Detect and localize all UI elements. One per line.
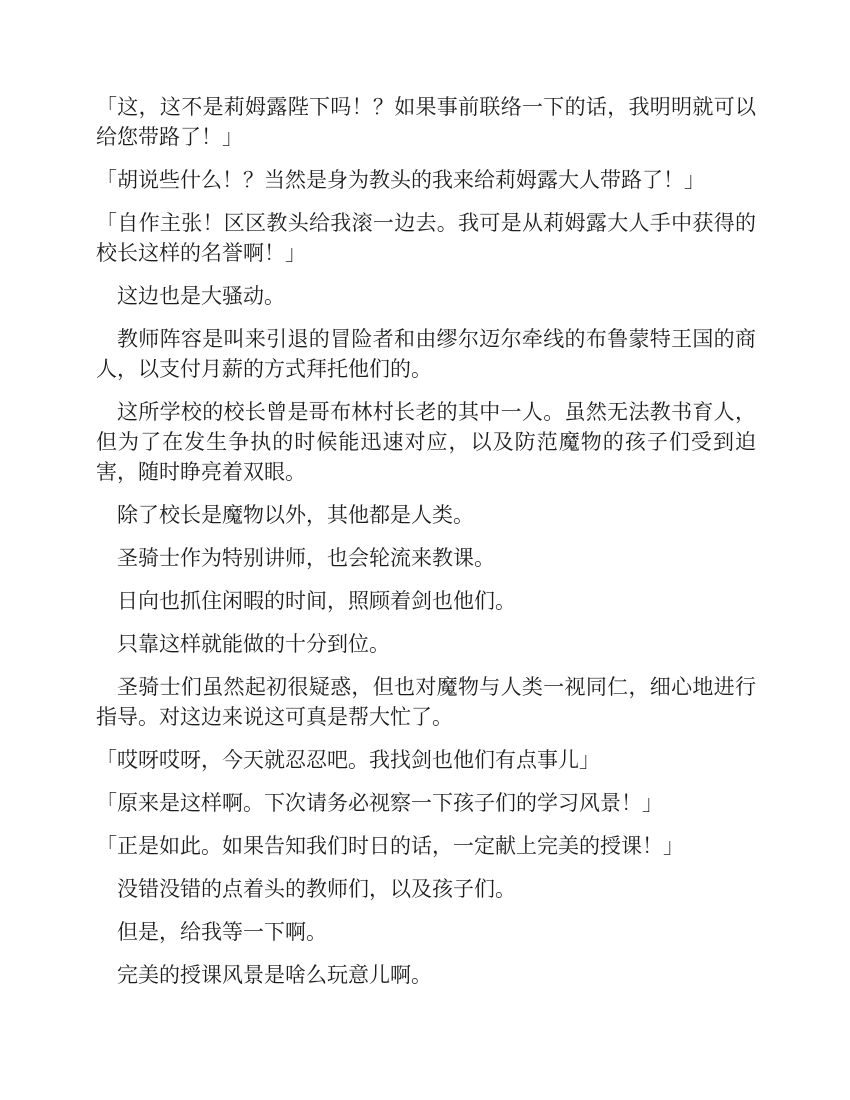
novel-text-body — [96, 92, 756, 990]
paragraph-quote: 「原来是这样啊。下次请务必视察一下孩子们的学习风景！」 — [96, 791, 663, 815]
paragraph-narrative: 圣骑士们虽然起初很疑惑，但也对魔物与人类一视同仁，细心地进行指导。对这边来说这可真是帮大忙了。 — [96, 675, 756, 729]
paragraph-quote: 「胡说些什么！？当然是身为教头的我来给莉姆露大人带路了！」 — [96, 168, 705, 192]
paragraph-narrative: 圣骑士作为特别讲师，也会轮流来教课。 — [117, 546, 495, 570]
paragraph-narrative: 这所学校的校长曾是哥布林村长老的其中一人。虽然无法教书育人，但为了在发生争执的时候能迅速对应，以及防范魔物的孩子们受到迫害，随时睁亮着双眼。 — [96, 400, 756, 484]
paragraph-narrative: 只靠这样就能做的十分到位。 — [117, 632, 390, 656]
paragraph-narrative: 但是，给我等一下啊。 — [117, 920, 327, 944]
paragraph-narrative: 没错没错的点着头的教师们，以及孩子们。 — [117, 877, 516, 901]
paragraph-quote: 「自作主张！区区教头给我滚一边去。我可是从莉姆露大人手中获得的校长这样的名誉啊！」 — [96, 211, 756, 265]
paragraph-narrative: 除了校长是魔物以外，其他都是人类。 — [117, 503, 474, 527]
paragraph-narrative: 这边也是大骚动。 — [117, 284, 285, 308]
paragraph-quote: 「这，这不是莉姆露陛下吗！？如果事前联络一下的话，我明明就可以给您带路了！」 — [96, 95, 756, 149]
paragraph-narrative: 完美的授课风景是啥么玩意儿啊。 — [117, 963, 432, 987]
paragraph-quote: 「哎呀哎呀，今天就忍忍吧。我找剑也他们有点事儿」 — [96, 748, 600, 772]
paragraph-narrative: 日向也抓住闲暇的时间，照顾着剑也他们。 — [117, 589, 516, 613]
paragraph-quote: 「正是如此。如果告知我们时日的话，一定献上完美的授课！」 — [96, 834, 684, 858]
paragraph-narrative: 教师阵容是叫来引退的冒险者和由缪尔迈尔牵线的布鲁蒙特王国的商人，以支付月薪的方式拜托他们的。 — [96, 327, 756, 381]
